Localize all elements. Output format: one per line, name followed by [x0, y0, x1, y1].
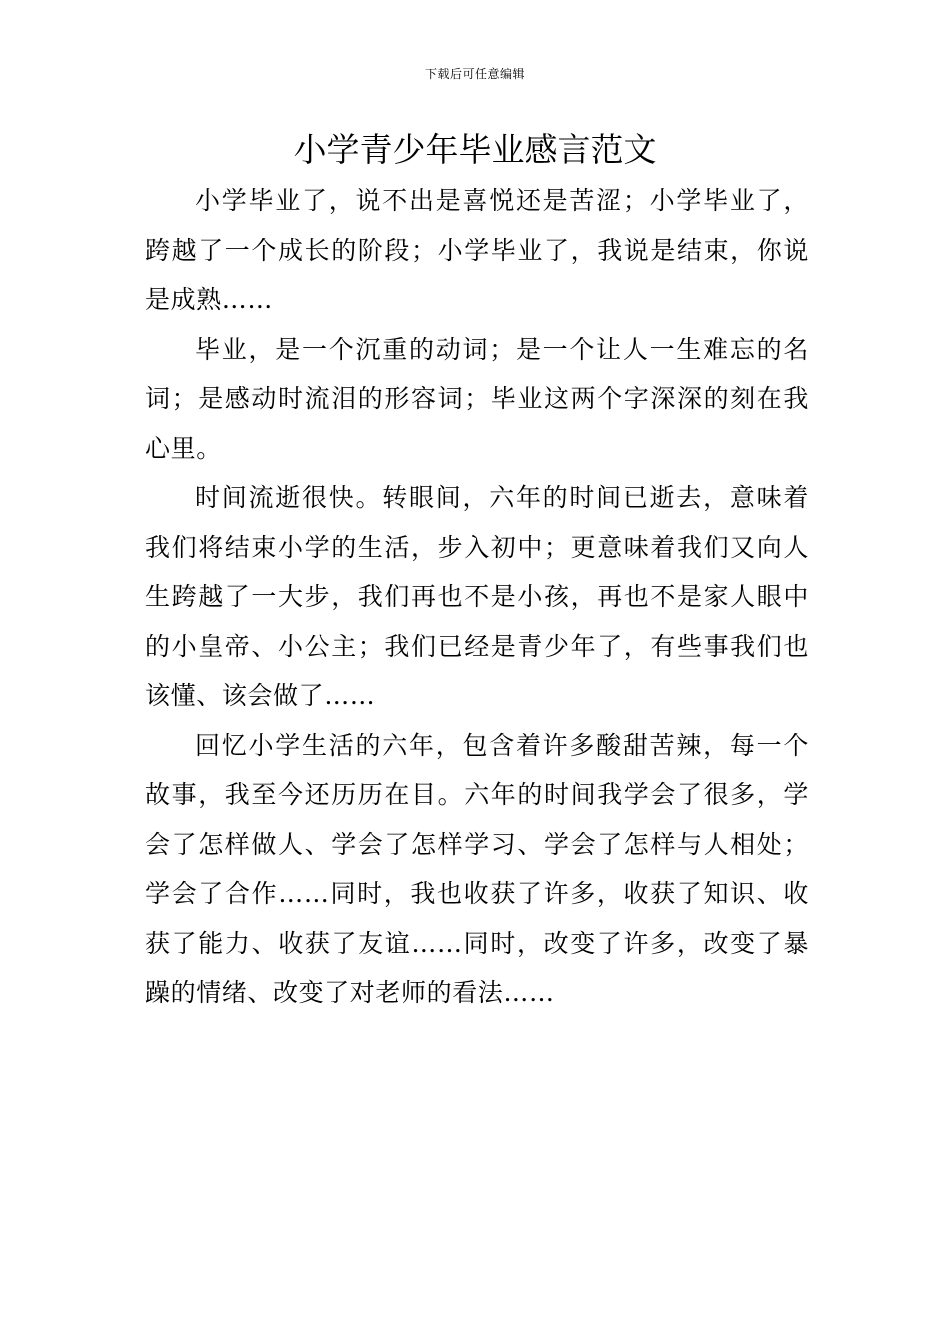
paragraph: 小学毕业了，说不出是喜悦还是苦涩；小学毕业了，跨越了一个成长的阶段；小学毕业了，我说是结束，你说是成熟……: [145, 186, 809, 314]
document-title: 小学青少年毕业感言范文: [293, 130, 657, 169]
document-body: [145, 176, 809, 1018]
paragraph: 时间流逝很快。转眼间，六年的时间已逝去，意味着我们将结束小学的生活，步入初中；更意味着我们又向人生跨越了一大步，我们再也不是小孩，再也不是家人眼中的小皇帝、小公主；我们已经是青少年了，有些事我们也该懂、该会做了……: [145, 483, 809, 710]
paragraph: 回忆小学生活的六年，包含着许多酸甜苦辣，每一个故事，我至今还历历在目。六年的时间我学会了很多，学会了怎样做人、学会了怎样学习、学会了怎样与人相处；学会了合作……同时，我也收获了许多，收获了知识、收获了能力、收获了友谊……同时，改变了许多，改变了暴躁的情绪、改变了对老师的看法……: [145, 730, 809, 1007]
paragraph: 毕业，是一个沉重的动词；是一个让人一生难忘的名词；是感动时流泪的形容词；毕业这两个字深深的刻在我心里。: [145, 334, 809, 463]
header-note: 下载后可任意编辑: [424, 67, 525, 81]
